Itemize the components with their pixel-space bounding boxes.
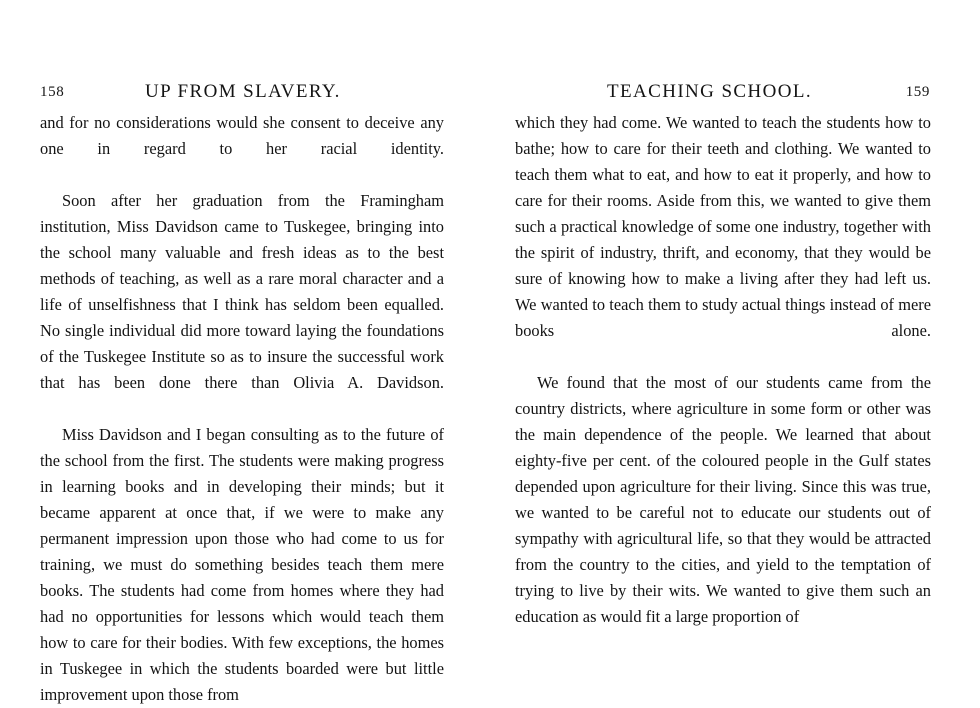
page-number-right: 159 xyxy=(905,84,930,100)
running-head-left xyxy=(40,80,443,104)
running-head-title-right: TEACHING SCHOOL. xyxy=(607,81,813,102)
page-right xyxy=(490,0,980,695)
body-column-left xyxy=(40,110,444,708)
running-head-title-left: UP FROM SLAVERY. xyxy=(145,81,341,102)
paragraph: Miss Davidson and I began consulting as to the future of the school from the first. The students were making progress in learning books and in developing their minds; but it became apparent at once that, if we were to make any permanent impression upon those who had come to us for training, we must do something besides teach them mere books. The students had come from homes where they had had no opportunities for lessons which would teach them how to care for their bodies. With few exceptions, the homes in Tuskegee in which the students boarded were but little improvement upon those from xyxy=(40,425,444,704)
page-left xyxy=(0,0,490,704)
running-head-right xyxy=(515,80,930,104)
paragraph: which they had come. We wanted to teach the students how to bathe; how to care for their teeth and clothing. We wanted to teach them what to eat, and how to eat it properly, and how to care for their rooms. Aside from this, we wanted to give them such a practical knowledge of some one industry, together with the spirit of industry, thrift, and economy, that they would be sure of knowing how to make a living after they had left us. We wanted to teach them to study actual things instead of mere books alone. xyxy=(515,113,931,340)
page-number-left: 158 xyxy=(40,84,65,100)
body-column-right xyxy=(515,110,931,630)
paragraph: and for no considerations would she consent to deceive any one in regard to her racial identity. xyxy=(40,113,444,158)
paragraph: We found that the most of our students came from the country districts, where agriculture in some form or other was the main dependence of the people. We learned that about eighty-five per cent. of the coloured people in the Gulf states depended upon agriculture for their living. Since this was true, we wanted to be careful not to educate our students out of sympathy with agricultural life, so that they would be attracted from the country to the cities, and yield to the temptation of trying to live by their wits. We wanted to give them such an education as would fit a large proportion of xyxy=(515,373,931,626)
paragraph: Soon after her graduation from the Framingham institution, Miss Davidson came to Tuskegee, bringing into the school many valuable and fresh ideas as to the best methods of teaching, as well as a rare moral character and a life of unselfishness that I think has seldom been equalled. No single individual did more toward laying the foundations of the Tuskegee Institute so as to insure the successful work that has been done there than Olivia A. Davidson. xyxy=(40,191,444,392)
